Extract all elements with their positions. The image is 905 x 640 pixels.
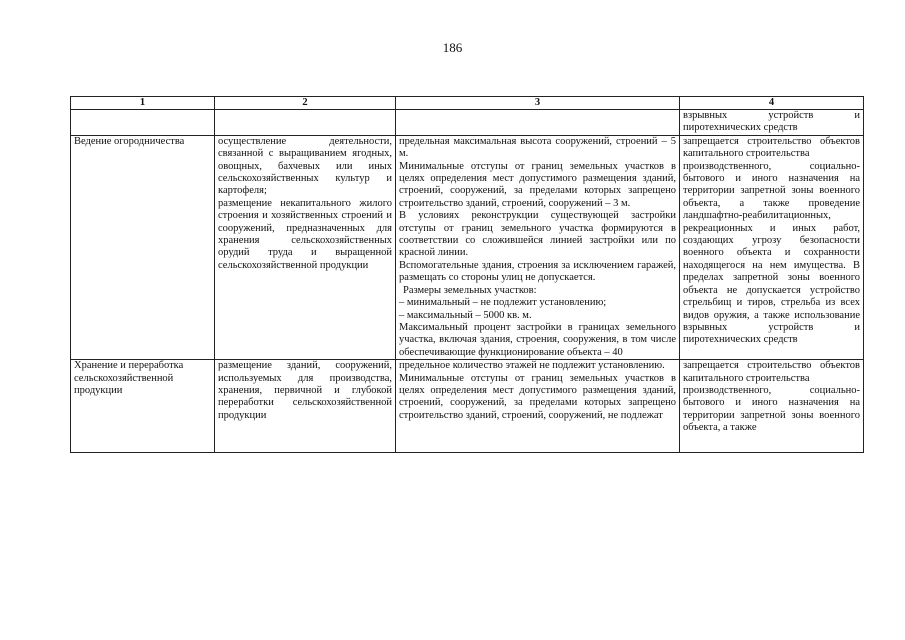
cell-land-use-type [71, 360, 215, 453]
table-row-gardening [71, 135, 864, 359]
parameters-paragraph: Максимальный процент застройки в границах земельного участка, включая здания, строения, сооружения, в том числе обеспечивающие функционирование объекта – 40 [399, 321, 676, 358]
parameters-paragraph: Минимальные отступы от границ земельных участков в целях определения мест допустимого размещения зданий, строений, сооружений, за пределами которых запрещено строительство зданий, строений, сооружений, не подлежат [399, 372, 676, 421]
column-header-1: 1 [71, 97, 215, 110]
land-use-type-text: Хранение и переработка сельскохозяйственной продукции [74, 360, 184, 396]
restrictions-wrapper [683, 360, 860, 452]
cell-empty [396, 110, 680, 136]
restrictions-paragraph: производственного, социально-бытового и иного назначения на территории запретной зоны военного объекта, а также [683, 384, 860, 434]
zoning-regulations-table [70, 96, 864, 453]
cell-restrictions [680, 135, 864, 359]
parameters-paragraph: Размеры земельных участков: [403, 284, 537, 296]
table-header-row [71, 97, 864, 110]
parameters-paragraph: В условиях реконструкции существующей застройки отступы от границ земельного участка формируются в соответствии со сложившейся линией застройки или по красной линии. [399, 210, 676, 259]
cell-land-use-type: Ведение огородничества [71, 135, 215, 359]
use-description-paragraph: осуществление деятельности, связанной с выращиванием ягодных, овощных, бахчевых или иных сельскохозяйственных культур и картофеля; [218, 135, 392, 197]
parameters-paragraph: Минимальные отступы от границ земельных участков в целях определения мест допустимого размещения зданий, строений, сооружений, за пределами которых запрещено строительство зданий, строений, сооружений – 3 м. [399, 160, 676, 209]
parameters-paragraph: предельная максимальная высота сооружений, строений – 5 м. [399, 135, 676, 160]
column-header-2: 2 [215, 97, 396, 110]
parameters-paragraph: предельное количество этажей не подлежит установлению. [399, 360, 665, 372]
parameters-list-item: – максимальный – 5000 кв. м. [399, 309, 532, 321]
column-header-3: 3 [396, 97, 680, 110]
cell-use-description [215, 135, 396, 359]
use-description-paragraph: размещение некапитального жилого строения и хозяйственных строений и сооружений, предназначенных для хранения сельскохозяйственных орудий труда и выращенной сельскохозяйственной продукции [218, 197, 392, 271]
table-row-continuation [71, 110, 864, 136]
cell-empty [215, 110, 396, 136]
table-row-storage-processing [71, 360, 864, 453]
restrictions-paragraph: запрещается строительство объектов капитального строительства [683, 135, 860, 160]
restrictions-paragraph: производственного, социально-бытового и иного назначения на территории запретной зоны военного объекта, а также проведение ландшафтно-реабилитационных, рекреационных и иных работ, создающих угрозу безопасности военного объекта и сохранности находящегося на нем имущества. В пределах запретной зоны военного объекта не допускается устройство стрельбищ и тиров, стрельба из всех видов оружия, а также использование взрывных устройств и пиротехнических средств [683, 160, 860, 346]
cell-restrictions-continuation: взрывных устройств и пиротехнических средств [680, 110, 864, 136]
restrictions-paragraph: запрещается строительство объектов капитального строительства [683, 360, 860, 384]
parameters-wrapper [399, 360, 676, 452]
use-description-text: размещение зданий, сооружений, используемых для производства, хранения, первичной и глубокой переработки сельскохозяйственной продукции [218, 360, 392, 421]
cell-use-description [215, 360, 396, 453]
cell-empty [71, 110, 215, 136]
cell-parameters [396, 135, 680, 359]
cell-restrictions [680, 360, 864, 453]
parameters-list-item: – минимальный – не подлежит установлению; [399, 297, 607, 309]
cell-parameters [396, 360, 680, 453]
page-number: 186 [442, 40, 463, 55]
parameters-paragraph: Вспомогательные здания, строения за исключением гаражей, размещать со стороны улиц не допускается. [399, 259, 676, 284]
column-header-4: 4 [680, 97, 864, 110]
